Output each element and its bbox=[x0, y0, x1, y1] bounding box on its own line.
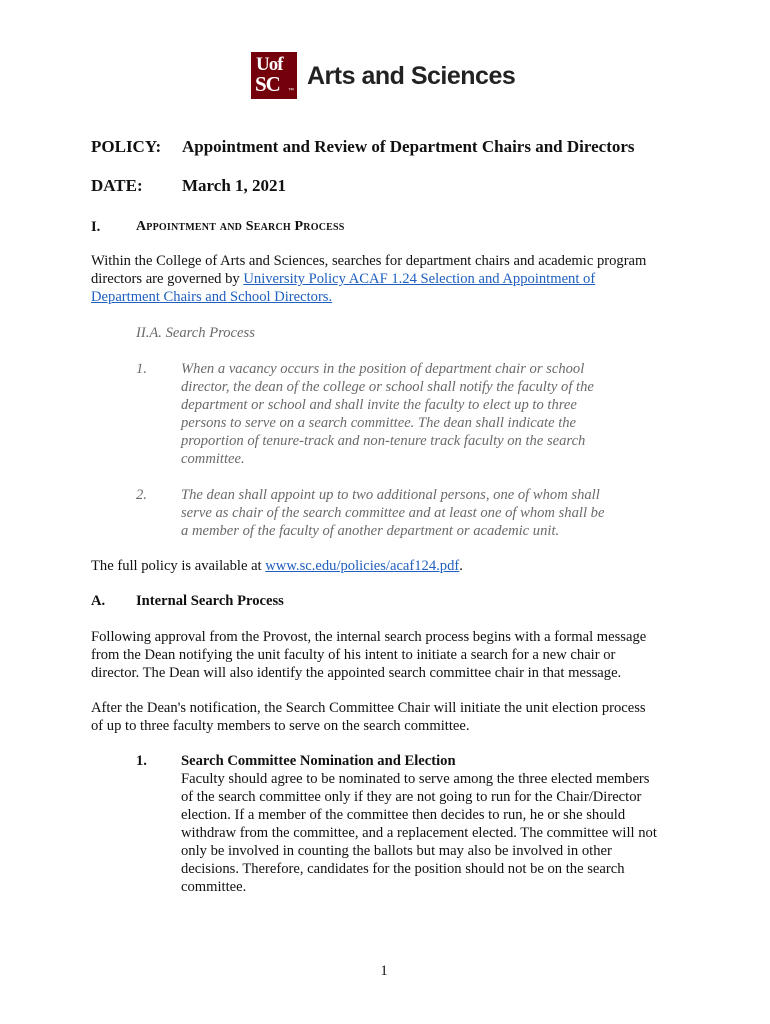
section-title: Appointment and Search Process bbox=[136, 219, 345, 234]
date-label: DATE: bbox=[91, 176, 143, 195]
full-policy-line bbox=[91, 557, 691, 575]
quote-item-2-line: a member of the faculty of another department or academic unit. bbox=[181, 523, 560, 539]
quote-item-1-line: proportion of tenure-track and non-tenure track faculty on the search bbox=[181, 433, 586, 449]
logo-text-uof: Uof bbox=[256, 54, 283, 75]
logo-trademark: ™ bbox=[288, 88, 294, 94]
page-number: 1 bbox=[380, 963, 388, 979]
quote-item-2-number: 2. bbox=[136, 487, 147, 503]
college-title: Arts and Sciences bbox=[307, 62, 516, 90]
subsection-1-line: of the search committee only if they are not going to run for the Chair/Director bbox=[181, 789, 642, 805]
quote-item-1-line: department or school and shall invite the faculty to elect up to three bbox=[181, 397, 577, 413]
subsection-1-line: committee. bbox=[181, 879, 247, 895]
intro-line-1: Within the College of Arts and Sciences, searches for department chairs and academic program bbox=[91, 253, 647, 269]
subsection-1-line: only be involved in counting the ballots but may also be involved in other bbox=[181, 843, 612, 859]
policy-link-part-1[interactable]: University Policy ACAF 1.24 Selection and Appointment of bbox=[243, 271, 596, 287]
subsection-a-title: Internal Search Process bbox=[136, 593, 284, 609]
subsection-1-title: Search Committee Nomination and Election bbox=[181, 753, 456, 769]
subsection-1-line: election. If a member of the committee then decides to run, he or she should bbox=[181, 807, 626, 823]
subsection-1-line: decisions. Therefore, candidates for the position should not be on the search bbox=[181, 861, 625, 877]
quote-item-1-line: When a vacancy occurs in the position of department chair or school bbox=[181, 361, 585, 377]
subsection-1-line: Faculty should agree to be nominated to serve among the three elected members bbox=[181, 771, 650, 787]
intro-line-2-text: directors are governed by bbox=[91, 271, 244, 287]
intro-line-2 bbox=[91, 270, 691, 288]
quote-item-1-line: committee. bbox=[181, 451, 245, 467]
policy-label: POLICY: bbox=[91, 137, 162, 156]
paragraph-line: Following approval from the Provost, the internal search process begins with a formal message bbox=[91, 629, 647, 645]
full-policy-link[interactable]: www.sc.edu/policies/acaf124.pdf bbox=[265, 558, 460, 574]
section-number: I. bbox=[91, 219, 101, 235]
policy-title: Appointment and Review of Department Chairs and Directors bbox=[182, 137, 635, 156]
quote-item-1-line: persons to serve on a search committee. The dean shall indicate the bbox=[181, 415, 577, 431]
full-policy-prefix: The full policy is available at bbox=[91, 558, 266, 574]
intro-line-3 bbox=[91, 288, 691, 306]
paragraph-line: from the Dean notifying the unit faculty of his intent to initiate a search for a new chair or bbox=[91, 647, 616, 663]
policy-link-part-2[interactable]: Department Chairs and School Directors. bbox=[91, 289, 333, 305]
usc-logo bbox=[251, 52, 297, 99]
paragraph-line: director. The Dean will also identify the appointed search committee chair in that message. bbox=[91, 665, 622, 681]
quote-heading: II.A. Search Process bbox=[136, 325, 255, 341]
subsection-1-line: withdraw from the committee, and a replacement elected. The committee will not bbox=[181, 825, 657, 841]
date-value: March 1, 2021 bbox=[182, 176, 287, 195]
paragraph-line: After the Dean's notification, the Search Committee Chair will initiate the unit election process bbox=[91, 700, 646, 716]
quote-item-2-line: The dean shall appoint up to two additional persons, one of whom shall bbox=[181, 487, 600, 503]
logo-text-sc: SC bbox=[255, 72, 280, 96]
quote-item-1-line: director, the dean of the college or school shall notify the faculty of the bbox=[181, 379, 594, 395]
subsection-a-number: A. bbox=[91, 593, 106, 609]
full-policy-suffix: . bbox=[459, 558, 463, 574]
quote-item-1-number: 1. bbox=[136, 361, 147, 377]
quote-item-2-line: serve as chair of the search committee and at least one of whom shall be bbox=[181, 505, 605, 521]
paragraph-line: of up to three faculty members to serve on the search committee. bbox=[91, 718, 470, 734]
subsection-1-number: 1. bbox=[136, 753, 147, 769]
